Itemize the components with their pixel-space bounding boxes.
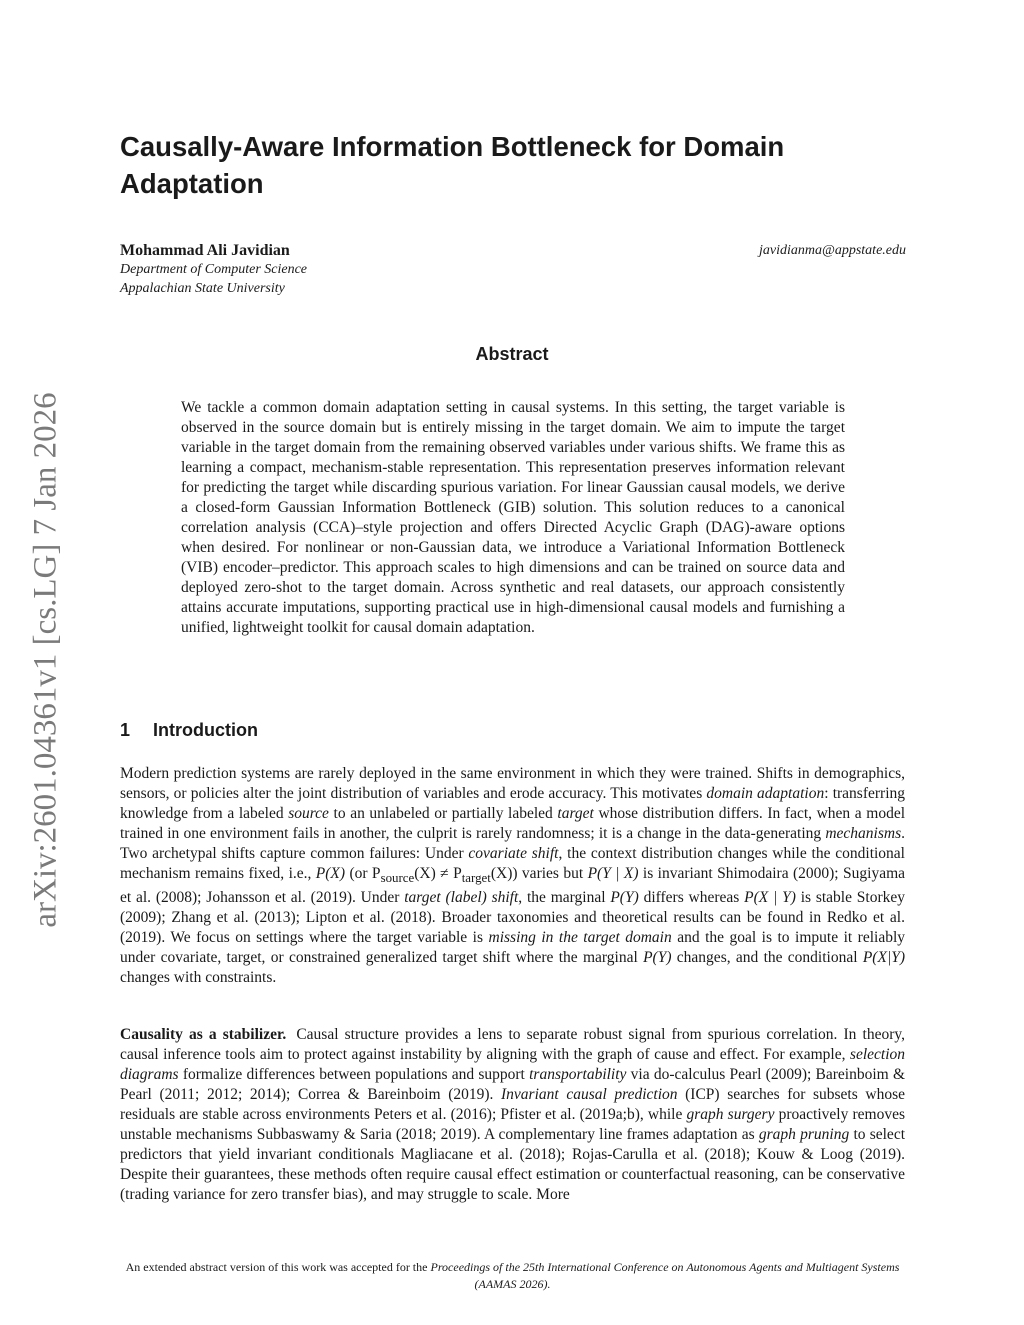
text-run: changes with constraints. — [120, 969, 277, 987]
text-run: (X) ≠ P — [414, 865, 462, 882]
text-run: formalize differences between populations and support — [178, 1066, 530, 1083]
runin-heading: Causality as a stabilizer. — [120, 1026, 287, 1043]
emphasis-text: Invariant causal prediction — [501, 1086, 678, 1103]
emphasis-text: selection diagrams — [120, 1046, 905, 1083]
author-name: Mohammad Ali Javidian — [120, 242, 290, 259]
text-run: and the goal is to impute it reliably under covariate, target, or constrained generalized target shift where the marginal — [120, 929, 906, 967]
section-number: 1 — [120, 720, 131, 740]
emphasis-text: transportability — [529, 1066, 627, 1083]
subscript-text: source — [380, 870, 415, 886]
text-run: Modern prediction systems are rarely deployed in the same environment in which they were trained. Shifts in demographics, sensors, or policies alter the joint distribution of variables and erode accuracy. This motivates — [120, 765, 905, 802]
text-run: changes, and the conditional — [671, 949, 863, 967]
paper-title: Causally-Aware Information Bottleneck for Domain Adaptation — [120, 131, 785, 199]
author-email: javidianma@appstate.edu — [758, 243, 906, 258]
text-run: to select predictors that yield invariant conditionals Magliacane et al. (2018); Rojas-Carulla et al. (2018); Kouw & Loog (2019). Despite their guarantees, these methods often require causal effect estimation or counterfactual reasoning, can be conservative (trading variance for zero transfer bias), and may struggle to scale. More — [120, 1126, 906, 1203]
text-run: to an unlabeled or partially labeled — [328, 805, 558, 822]
emphasis-text: graph pruning — [758, 1126, 850, 1143]
text-run: . Two archetypal shifts capture common failures: Under — [120, 825, 905, 862]
author-department: Department of Computer Science — [120, 262, 308, 277]
emphasis-text: source — [288, 805, 329, 822]
text-run: , the marginal — [518, 889, 611, 907]
text-run: is invariant Shimodaira (2000); Sugiyama et al. (2008); Johansson et al. (2019). Under — [120, 865, 906, 907]
text-run: is stable Storkey (2009); Zhang et al. (2013); Lipton et al. (2018). Broader taxonomies and theoretical results can be found in Redko et al. (2019). We focus on settings where the target variable is — [120, 889, 906, 947]
emphasis-text: domain adaptation — [706, 785, 825, 802]
text-run: via do-calculus Pearl (2009); Bareinboim & Pearl (2011; 2012; 2014); Correa & Bareinboim (2019). — [120, 1066, 906, 1103]
emphasis-text: Proceedings of the 25th International Conference on Autonomous Agents and Multiagent Systems (AAMAS 2026). — [430, 1260, 900, 1291]
text-run: differs whereas — [638, 889, 745, 907]
author-university: Appalachian State University — [120, 281, 285, 296]
emphasis-text: P(X) — [315, 865, 346, 882]
emphasis-text: graph surgery — [686, 1106, 775, 1123]
text-run: whose distribution differs. In fact, when a model trained in one environment fails in another, the culprit is rarely randomness; it is a change in the data-generating — [120, 805, 906, 842]
text-run: (ICP) searches for subsets whose residuals are stable across environments Peters et al. (2016); Pfister et al. (2019a;b), while — [120, 1086, 905, 1123]
emphasis-text: target — [557, 805, 594, 822]
emphasis-text: covariate shift — [468, 845, 559, 862]
emphasis-text: P(X|Y) — [862, 949, 905, 967]
footnote — [120, 1259, 905, 1293]
text-run: : transferring knowledge from a labeled — [120, 785, 906, 822]
text-run: , the context distribution changes while the conditional mechanism remains fixed, i.e., — [120, 845, 905, 882]
subscript-text: target — [461, 870, 491, 886]
arxiv-id-text: arXiv:2601.04361v1 [cs.LG] 7 Jan 2026 — [27, 392, 64, 928]
text-run: (X)) varies but — [490, 865, 588, 882]
intro-paragraph — [120, 764, 905, 988]
section-heading — [120, 720, 258, 741]
emphasis-text: target (label) shift — [404, 889, 519, 907]
abstract-heading: Abstract — [475, 344, 549, 364]
text-run: An extended abstract version of this work was accepted for the — [125, 1260, 431, 1274]
emphasis-text: P(X | Y) — [744, 889, 796, 907]
emphasis-text: P(Y) — [643, 949, 672, 967]
emphasis-text: mechanisms — [825, 825, 902, 842]
text-run: (or P — [345, 865, 381, 882]
text-run: Causal structure provides a lens to separate robust signal from spurious correlation. In theory, causal inference tools aim to protect against instability by aligning with the graph of cause and effect. For example, — [120, 1026, 905, 1063]
causality-paragraph — [120, 1025, 905, 1205]
abstract-text: We tackle a common domain adaptation setting in causal systems. In this setting, the target variable is observed in the source domain but is entirely missing in the target domain. We aim to impute the target variable in the target domain from the remaining observed variables under various shifts. We frame this as learning a compact, mechanism-stable representation. This representation preserves information relevant for predicting the target while discarding spurious variation. For linear Gaussian causal models, we derive a closed-form Gaussian Information Bottleneck (GIB) solution. This solution reduces to a canonical correlation analysis (CCA)–style projection and offers Directed Acyclic Graph (DAG)-aware options when desired. For nonlinear or non-Gaussian data, we introduce a Variational Information Bottleneck (VIB) encoder–predictor. This approach scales to high dimensions and can be trained on source data and deployed zero-shot to the target domain. Across synthetic and real datasets, our approach consistently attains accurate imputations, supporting practical use in high-dimensional causal models and furnishing a unified, lightweight toolkit for causal domain adaptation. — [181, 399, 845, 636]
arxiv-identifier-stamp — [22, 380, 70, 940]
emphasis-text: P(Y | X) — [587, 865, 639, 882]
emphasis-text: missing in the target domain — [488, 929, 672, 947]
emphasis-text: P(Y) — [610, 889, 639, 907]
text-run: proactively removes unstable mechanisms Subbaswamy & Saria (2018; 2019). A complementary line frames adaptation as — [120, 1106, 905, 1143]
section-title: Introduction — [153, 720, 258, 740]
